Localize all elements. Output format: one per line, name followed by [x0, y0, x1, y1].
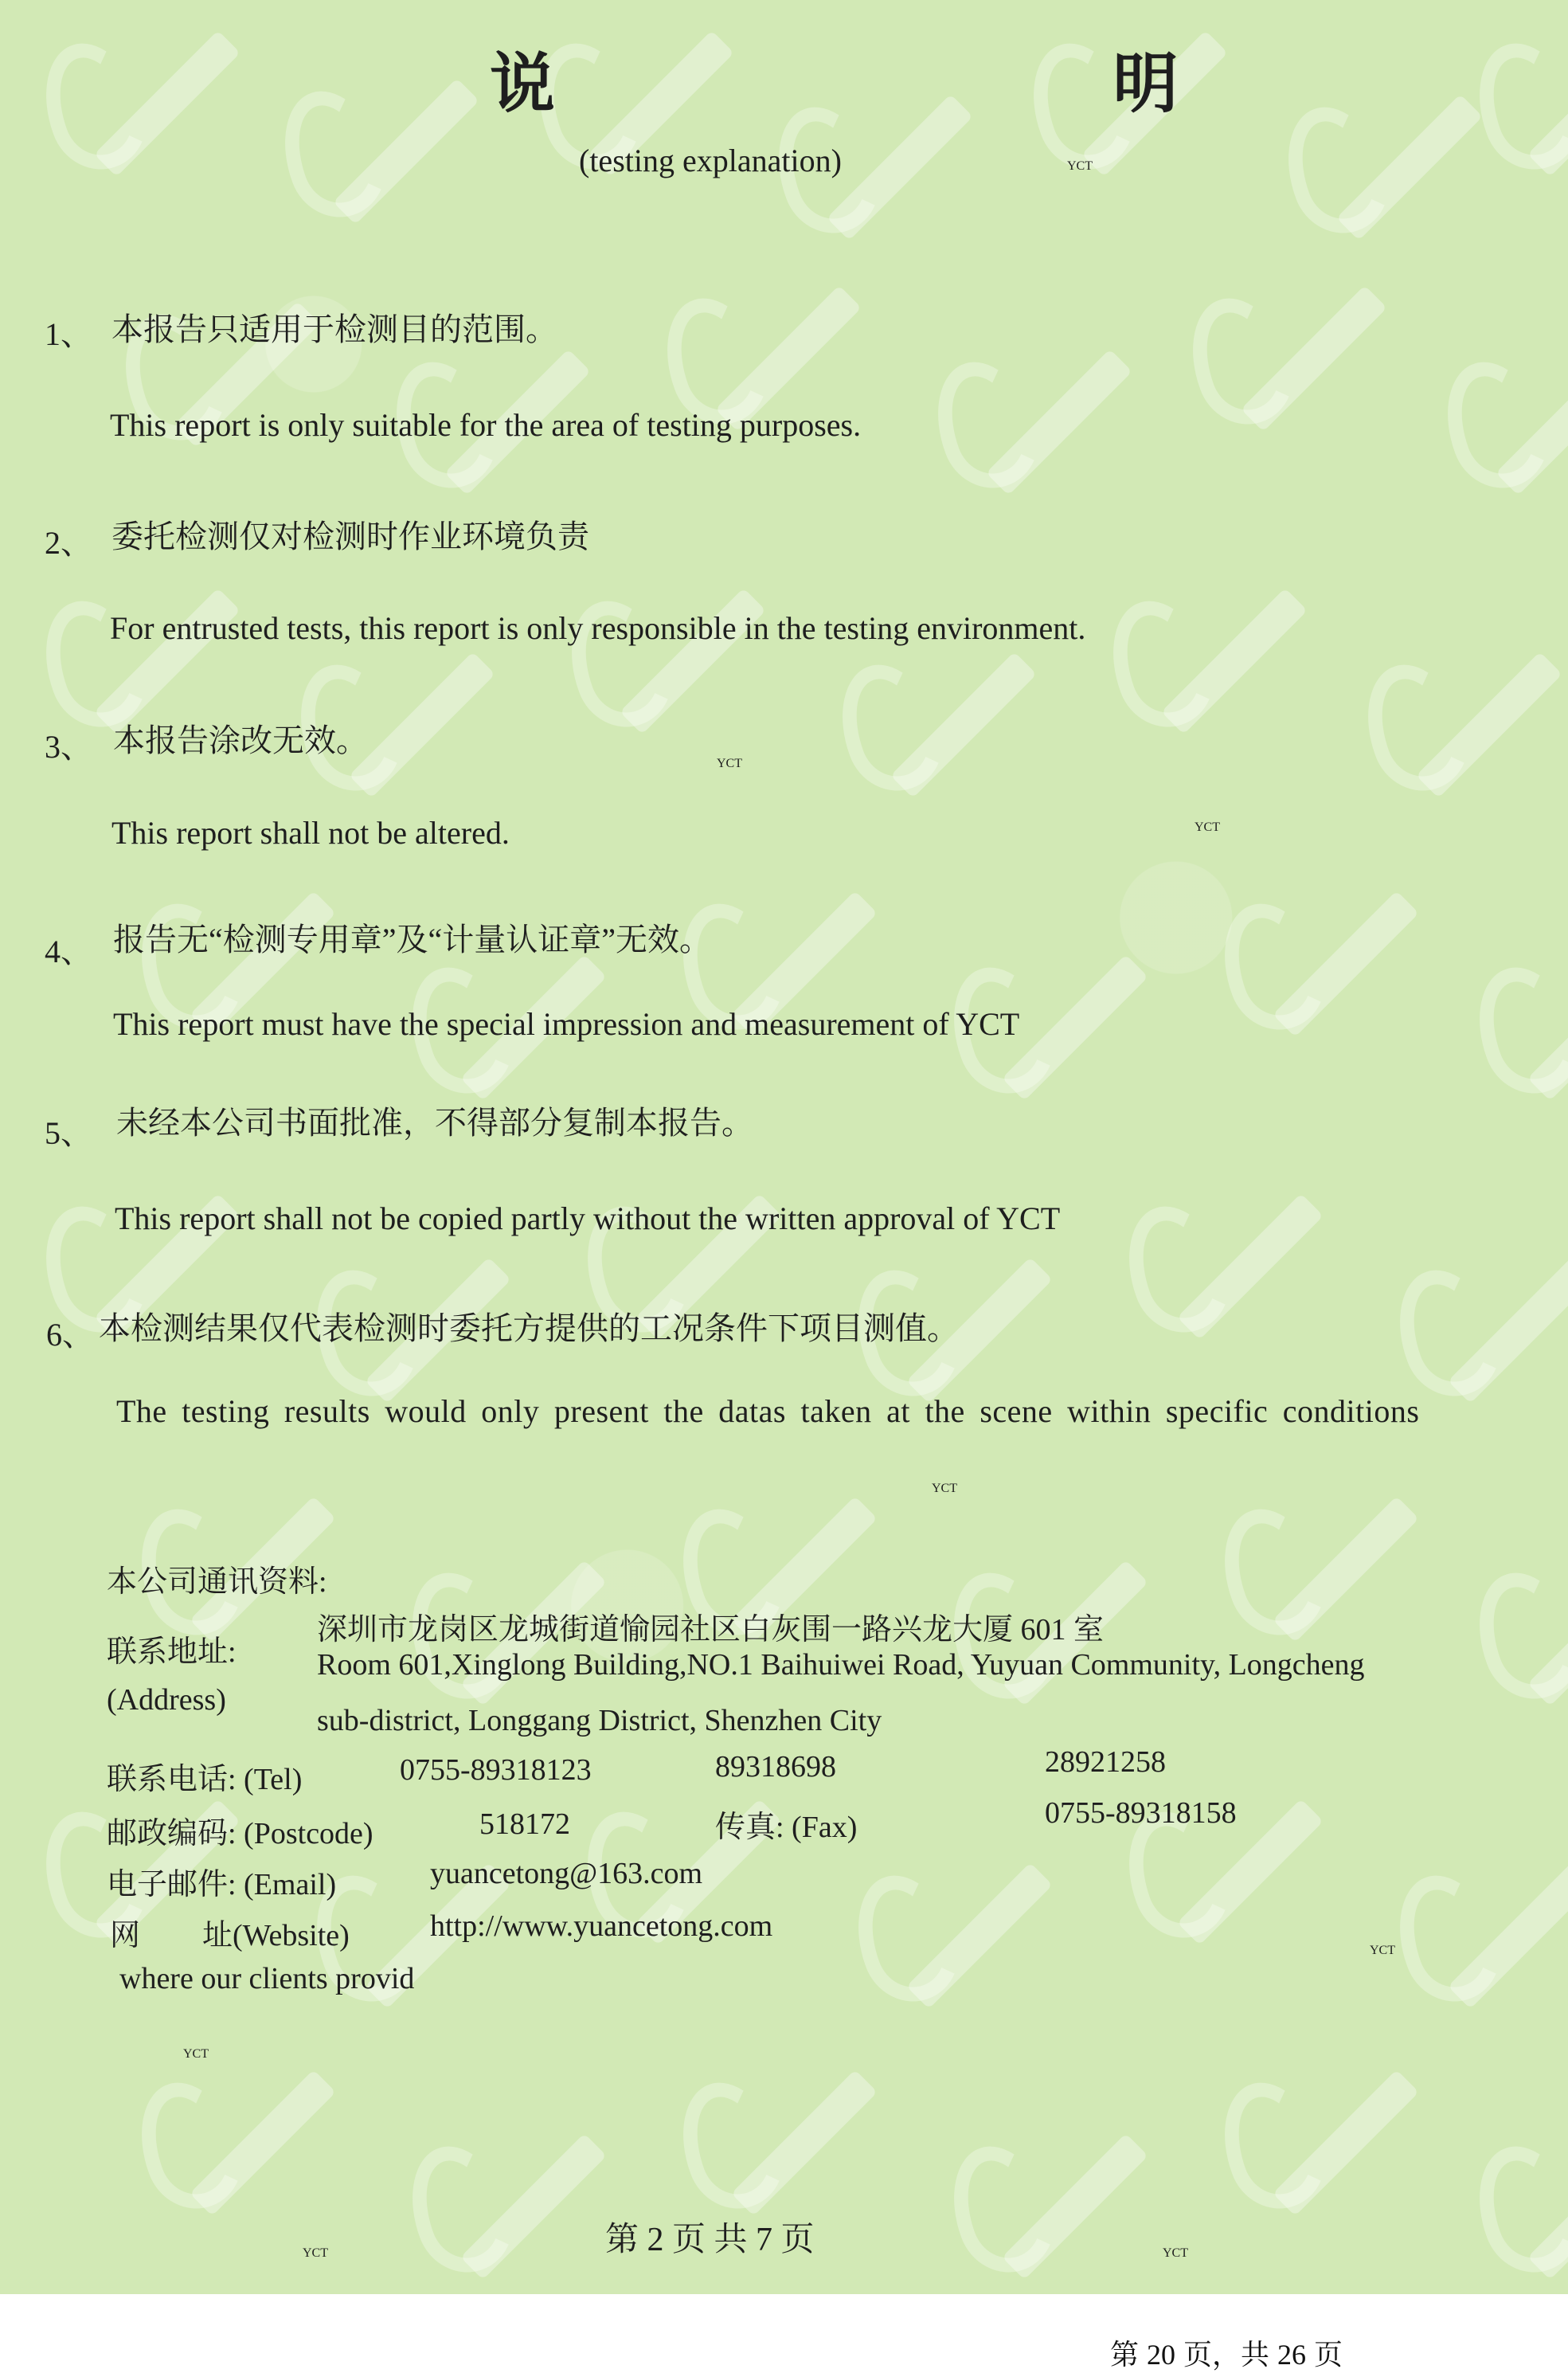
item-en-text: This report shall not be copied partly without the written approval of YCT [115, 1200, 1061, 1236]
fax-label: 传真: (Fax) [715, 1811, 858, 1844]
website-label-b: 址(Website) [202, 1919, 350, 1952]
watermark-text: YCT [717, 757, 742, 770]
contact-note: where our clients provid [119, 1962, 415, 1995]
page-counter-part: 页，共 [1183, 2339, 1270, 2371]
postcode-label: 邮政编码: (Postcode) [107, 1817, 373, 1850]
website: http://www.yuancetong.com [430, 1909, 773, 1943]
item-en-text: This report shall not be altered. [111, 815, 510, 851]
page-subtitle: (testing explanation) [579, 143, 842, 178]
address-en-line-1: Room 601,Xinglong Building,NO.1 Baihuiwei Road, Yuyuan Community, Longcheng [317, 1648, 1365, 1682]
tel-1: 0755-89318123 [400, 1753, 592, 1787]
email-label: 电子邮件: (Email) [107, 1868, 337, 1901]
contact-heading: 本公司通讯资料: [107, 1565, 327, 1599]
watermark-text: YCT [303, 2246, 328, 2260]
inner-page-number: 第 2 页 共 7 页 [605, 2222, 815, 2258]
item-number: 5、 [45, 1115, 92, 1151]
page-counter-total: 26 [1277, 2339, 1307, 2371]
postcode: 518172 [479, 1807, 570, 1841]
document-page-counter [1110, 2332, 1351, 2373]
item-en-text: The testing results would only present the datas taken at the scene within specific conditions [116, 1393, 1420, 1429]
page-title: 说 明 [490, 48, 1449, 120]
tel-2: 89318698 [715, 1750, 836, 1784]
address-label-cn: 联系地址: [107, 1635, 237, 1669]
item-cn-text: 本检测结果仅代表检测时委托方提供的工况条件下项目测值。 [99, 1310, 959, 1346]
item-en-text: This report is only suitable for the area of testing purposes. [110, 407, 862, 443]
email: yuancetong@163.com [430, 1857, 703, 1890]
page-counter-part: 第 [1110, 2339, 1140, 2371]
page-counter-part: 页 [1314, 2339, 1343, 2371]
address-en-line-2: sub-district, Longgang District, Shenzhen City [317, 1704, 882, 1737]
item-number: 2、 [45, 525, 92, 561]
item-cn-text: 委托检测仅对检测时作业环境负责 [111, 519, 589, 554]
website-label-a: 网 [110, 1919, 141, 1952]
item-cn-text: 未经本公司书面批准，不得部分复制本报告。 [116, 1105, 753, 1141]
page-counter-current: 20 [1147, 2339, 1176, 2371]
fax: 0755-89318158 [1045, 1796, 1237, 1830]
watermark-text: YCT [1163, 2246, 1188, 2260]
item-number: 1、 [45, 316, 92, 352]
watermark-text: YCT [1067, 159, 1093, 173]
watermark-text: YCT [1370, 1944, 1395, 1957]
tel-3: 28921258 [1045, 1745, 1166, 1779]
item-cn-text: 本报告涂改无效。 [113, 722, 368, 758]
item-cn-text: 本报告只适用于检测目的范围。 [111, 311, 557, 347]
item-cn-text: 报告无“检测专用章”及“计量认证章”无效。 [113, 922, 712, 957]
item-number: 6、 [46, 1317, 94, 1353]
watermark-text: YCT [932, 1482, 957, 1495]
item-en-text: For entrusted tests, this report is only responsible in the testing environment. [110, 610, 1086, 646]
item-number: 4、 [45, 934, 92, 969]
item-number: 3、 [45, 729, 92, 765]
item-en-text: This report must have the special impression and measurement of YCT [113, 1006, 1020, 1042]
watermark-text: YCT [183, 2047, 209, 2061]
address-cn: 深圳市龙岗区龙城街道愉园社区白灰围一路兴龙大厦 601 室 [317, 1613, 1105, 1647]
watermark-text: YCT [1195, 820, 1220, 834]
address-label-en: (Address) [107, 1683, 226, 1717]
tel-label: 联系电话: (Tel) [107, 1763, 303, 1796]
